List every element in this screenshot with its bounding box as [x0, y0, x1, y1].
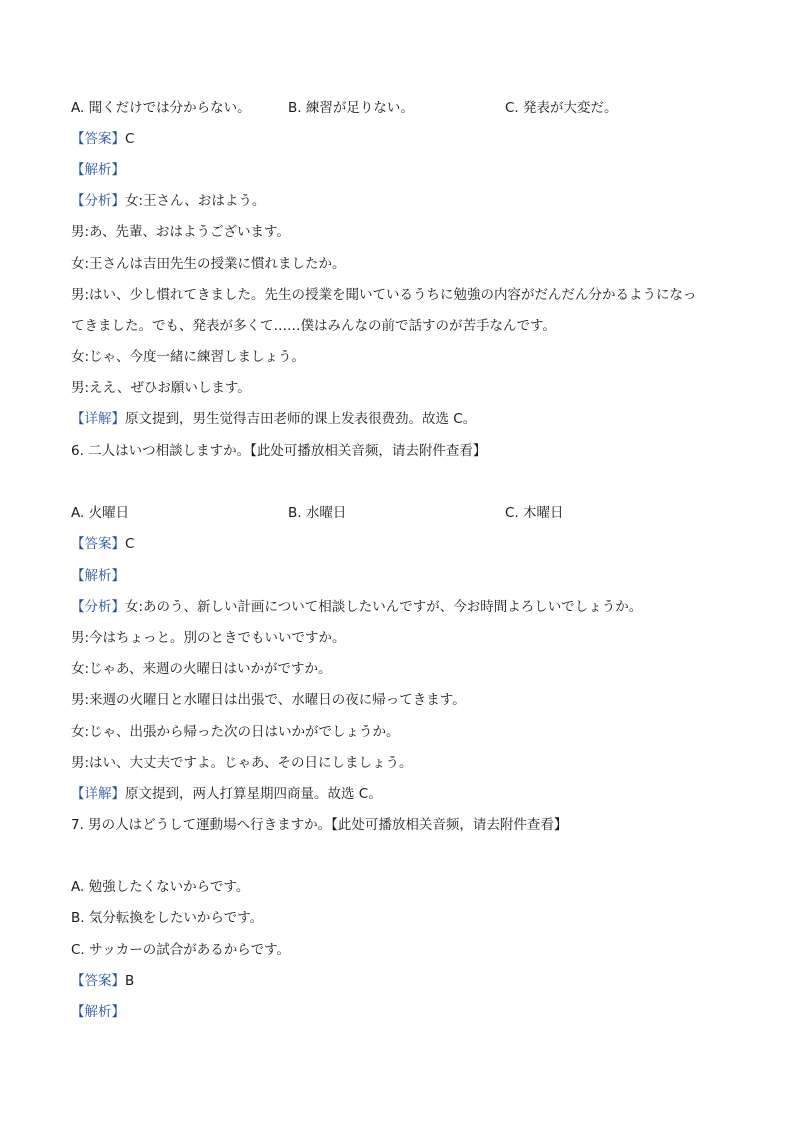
dialogue-line: [71, 192, 265, 210]
q5-option-b: B. 練習が足りない。: [288, 100, 414, 116]
dialogue-line: [71, 660, 332, 678]
answer-value: B: [125, 973, 135, 989]
detail-line: [71, 410, 476, 428]
line-prefix: 【分析】: [71, 193, 125, 209]
analysis-label: 【解析】: [71, 568, 125, 584]
line-prefix: 【详解】: [71, 786, 125, 802]
dialogue-line: [71, 317, 556, 335]
q5-analysis-heading: [71, 161, 125, 179]
analysis-label: 【解析】: [71, 1004, 125, 1020]
dialogue-line: [71, 379, 251, 397]
dialogue-line: [71, 598, 642, 616]
q5-option-a: A. 聞くだけでは分からない。: [71, 100, 251, 116]
line-text: 女:じゃ、出張から帰った次の日はいかがでしょうか。: [71, 724, 400, 740]
line-text: 原文提到，两人打算星期四商量。故选 C。: [125, 786, 382, 802]
q5-option-c: C. 発表が大変だ。: [505, 100, 618, 116]
q7-option-c: C. サッカーの試合があるからです。: [71, 942, 291, 958]
answer-value: C: [125, 131, 135, 147]
line-text: 男:来週の火曜日と水曜日は出張で、水曜日の夜に帰ってきます。: [71, 692, 466, 708]
detail-line: [71, 785, 382, 803]
dialogue-line: [71, 691, 466, 709]
line-text: 男:はい、大丈夫ですよ。じゃあ、その日にしましょう。: [71, 755, 413, 771]
line-text: 男:はい、少し慣れてきました。先生の授業を聞いているうちに勉強の内容がだんだん分かるようになっ: [71, 287, 697, 303]
line-text: 男:今はちょっと。別のときでもいいですか。: [71, 630, 346, 646]
dialogue-line: [71, 754, 413, 772]
dialogue-line: [71, 629, 346, 647]
dialogue-line: [71, 286, 697, 304]
dialogue-line: [71, 223, 290, 241]
dialogue-line: [71, 723, 400, 741]
q5-answer: [71, 130, 134, 148]
q7-analysis-heading: [71, 1003, 125, 1021]
analysis-label: 【解析】: [71, 162, 125, 178]
line-text: 原文提到，男生觉得吉田老师的课上发表很费劲。故选 C。: [125, 411, 477, 427]
q6-option-b: B. 水曜日: [288, 505, 347, 521]
line-text: 女:じゃ、今度一緒に練習しましょう。: [71, 349, 306, 365]
q6-analysis-heading: [71, 567, 125, 585]
line-prefix: 【分析】: [71, 599, 125, 615]
line-text: 男:ええ、ぜひお願いします。: [71, 380, 251, 396]
line-text: 男:あ、先輩、おはようございます。: [71, 224, 290, 240]
q7-question: 7. 男の人はどうして運動場へ行きますか。【此处可播放相关音频，请去附件查看】: [71, 817, 568, 833]
answer-value: C: [125, 536, 135, 552]
line-text: 女:王さんは吉田先生の授業に慣れましたか。: [71, 256, 346, 272]
answer-label: 【答案】: [71, 131, 125, 147]
line-text: 女:王さん、おはよう。: [125, 193, 266, 209]
line-text: てきました。でも、発表が多くて……僕はみんなの前で話すのが苦手なんです。: [71, 318, 556, 334]
dialogue-line: [71, 255, 346, 273]
q6-answer: [71, 535, 134, 553]
line-text: 女:あのう、新しい計画について相談したいんですが、今お時間よろしいでしょうか。: [125, 599, 643, 615]
q7-answer: [71, 972, 134, 990]
q6-question: 6. 二人はいつ相談しますか。【此处可播放相关音频，请去附件查看】: [71, 443, 487, 459]
line-text: 女:じゃあ、来週の火曜日はいかがですか。: [71, 661, 332, 677]
q7-option-a: A. 勉強したくないからです。: [71, 879, 250, 895]
answer-label: 【答案】: [71, 973, 125, 989]
line-prefix: 【详解】: [71, 411, 125, 427]
q6-option-c: C. 木曜日: [505, 505, 564, 521]
dialogue-line: [71, 348, 305, 366]
answer-label: 【答案】: [71, 536, 125, 552]
q6-option-a: A. 火曜日: [71, 505, 130, 521]
q7-option-b: B. 気分転換をしたいからです。: [71, 910, 264, 926]
